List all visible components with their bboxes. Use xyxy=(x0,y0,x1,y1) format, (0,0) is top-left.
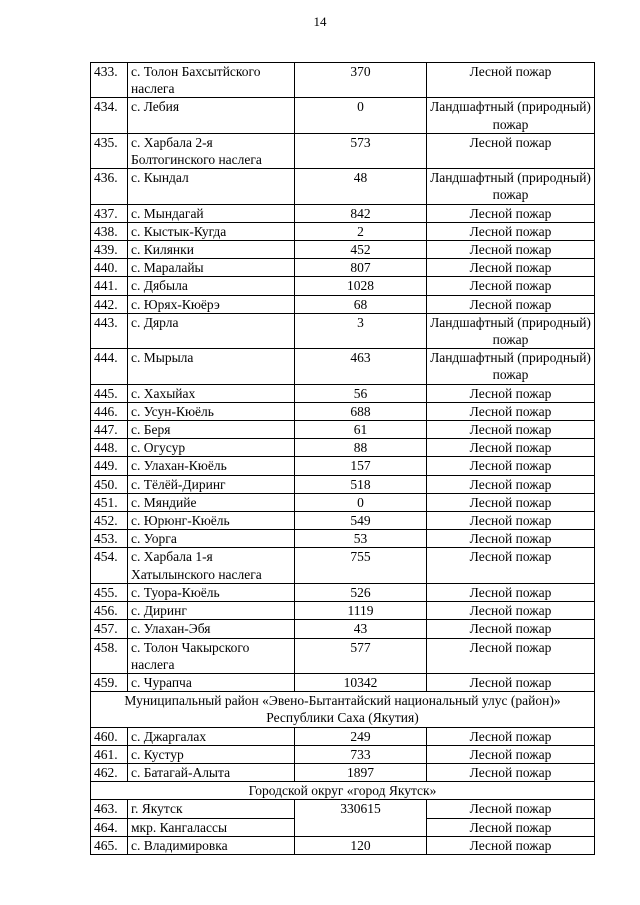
hazard-type: Лесной пожар xyxy=(427,493,595,511)
hazard-type: Лесной пожар xyxy=(427,204,595,222)
population-count: 2 xyxy=(295,222,427,240)
table-row xyxy=(91,439,595,457)
hazard-type: Лесной пожар xyxy=(427,133,595,168)
population-count: 0 xyxy=(295,98,427,133)
page-number: 14 xyxy=(313,14,327,29)
population-count: 577 xyxy=(295,638,427,673)
hazard-type: Лесной пожар xyxy=(427,836,595,854)
settlement-name: с. Маралайы xyxy=(128,259,295,277)
hazard-type: Лесной пожар xyxy=(427,763,595,781)
table-row xyxy=(91,457,595,475)
population-count: 755 xyxy=(295,548,427,583)
row-number: 457. xyxy=(91,620,128,638)
row-number: 446. xyxy=(91,402,128,420)
hazard-type: Лесной пожар xyxy=(427,277,595,295)
hazard-type: Лесной пожар xyxy=(427,439,595,457)
table-row xyxy=(91,295,595,313)
settlement-name: с. Чурапча xyxy=(128,673,295,691)
population-count: 549 xyxy=(295,512,427,530)
table-row xyxy=(91,620,595,638)
table-row xyxy=(91,583,595,601)
table-row xyxy=(91,349,595,384)
settlement-name: с. Кустур xyxy=(128,745,295,763)
settlement-name: с. Дярла xyxy=(128,313,295,348)
table-row xyxy=(91,727,595,745)
row-number: 435. xyxy=(91,133,128,168)
section-title: Городской округ «город Якутск» xyxy=(91,782,595,800)
hazard-type: Лесной пожар xyxy=(427,241,595,259)
population-count: 452 xyxy=(295,241,427,259)
row-number: 447. xyxy=(91,421,128,439)
hazard-type: Лесной пожар xyxy=(427,512,595,530)
population-count: 842 xyxy=(295,204,427,222)
population-count: 56 xyxy=(295,384,427,402)
table-row xyxy=(91,384,595,402)
table-row xyxy=(91,98,595,133)
population-count: 53 xyxy=(295,530,427,548)
row-number: 462. xyxy=(91,763,128,781)
hazard-type: Лесной пожар xyxy=(427,548,595,583)
hazard-type: Лесной пожар xyxy=(427,673,595,691)
settlement-name: с. Джаргалах xyxy=(128,727,295,745)
hazard-type: Лесной пожар xyxy=(427,402,595,420)
settlement-name: с. Юрюнг-Кюёль xyxy=(128,512,295,530)
hazard-type: Лесной пожар xyxy=(427,63,595,98)
row-number: 438. xyxy=(91,222,128,240)
row-number: 451. xyxy=(91,493,128,511)
row-number: 460. xyxy=(91,727,128,745)
row-number: 454. xyxy=(91,548,128,583)
settlement-name: с. Тёлёй-Диринг xyxy=(128,475,295,493)
settlement-name: с. Владимировка xyxy=(128,836,295,854)
table-row xyxy=(91,512,595,530)
row-number: 453. xyxy=(91,530,128,548)
settlement-name: с. Уорга xyxy=(128,530,295,548)
settlement-name: с. Лебия xyxy=(128,98,295,133)
population-count: 463 xyxy=(295,349,427,384)
row-number: 434. xyxy=(91,98,128,133)
settlement-name: с. Усун-Кюёль xyxy=(128,402,295,420)
hazard-type: Ландшафтный (природный) пожар xyxy=(427,313,595,348)
population-count: 573 xyxy=(295,133,427,168)
population-count: 61 xyxy=(295,421,427,439)
row-number: 456. xyxy=(91,602,128,620)
hazard-type: Лесной пожар xyxy=(427,384,595,402)
population-count: 733 xyxy=(295,745,427,763)
population-count: 3 xyxy=(295,313,427,348)
row-number: 449. xyxy=(91,457,128,475)
settlement-name: с. Улахан-Кюёль xyxy=(128,457,295,475)
population-count: 807 xyxy=(295,259,427,277)
hazard-type: Лесной пожар xyxy=(427,745,595,763)
table-row xyxy=(91,493,595,511)
table-row xyxy=(91,133,595,168)
hazard-type: Лесной пожар xyxy=(427,620,595,638)
settlement-name: с. Беря xyxy=(128,421,295,439)
settlement-name: мкр. Кангалассы xyxy=(128,818,295,836)
row-number: 443. xyxy=(91,313,128,348)
table-row xyxy=(91,745,595,763)
row-number: 452. xyxy=(91,512,128,530)
table-row xyxy=(91,530,595,548)
settlement-name: с. Кындал xyxy=(128,169,295,204)
population-count: 68 xyxy=(295,295,427,313)
hazard-type: Лесной пожар xyxy=(427,583,595,601)
table-row xyxy=(91,548,595,583)
settlement-name: с. Толон Чакырского наслега xyxy=(128,638,295,673)
hazard-type: Лесной пожар xyxy=(427,818,595,836)
table-row xyxy=(91,836,595,854)
table-body xyxy=(91,63,595,855)
row-number: 459. xyxy=(91,673,128,691)
hazard-type: Лесной пожар xyxy=(427,457,595,475)
settlement-name: с. Толон Бахсытйского наслега xyxy=(128,63,295,98)
row-number: 465. xyxy=(91,836,128,854)
hazard-type: Лесной пожар xyxy=(427,638,595,673)
population-count: 10342 xyxy=(295,673,427,691)
settlement-name: с. Туора-Кюёль xyxy=(128,583,295,601)
row-number: 442. xyxy=(91,295,128,313)
settlement-name: с. Мяндийе xyxy=(128,493,295,511)
table-row xyxy=(91,673,595,691)
hazard-type: Ландшафтный (природный) пожар xyxy=(427,98,595,133)
section-header-row xyxy=(91,692,595,727)
table-row xyxy=(91,800,595,818)
table-row xyxy=(91,602,595,620)
population-count: 120 xyxy=(295,836,427,854)
settlement-name: с. Диринг xyxy=(128,602,295,620)
hazard-type: Лесной пожар xyxy=(427,530,595,548)
row-number: 450. xyxy=(91,475,128,493)
row-number: 458. xyxy=(91,638,128,673)
hazard-type: Лесной пожар xyxy=(427,727,595,745)
table-row xyxy=(91,63,595,98)
population-count: 88 xyxy=(295,439,427,457)
table-row xyxy=(91,222,595,240)
hazard-type: Ландшафтный (природный) пожар xyxy=(427,169,595,204)
row-number: 433. xyxy=(91,63,128,98)
row-number: 439. xyxy=(91,241,128,259)
table-row xyxy=(91,169,595,204)
row-number: 441. xyxy=(91,277,128,295)
row-number: 461. xyxy=(91,745,128,763)
table-row xyxy=(91,277,595,295)
hazard-type: Лесной пожар xyxy=(427,800,595,818)
row-number: 464. xyxy=(91,818,128,836)
table-row xyxy=(91,241,595,259)
section-title: Муниципальный район «Эвено-Бытантайский национальный улус (район)» Республики Саха (Якутия) xyxy=(91,692,595,727)
settlement-name: с. Кыстык-Кугда xyxy=(128,222,295,240)
population-count: 370 xyxy=(295,63,427,98)
row-number: 455. xyxy=(91,583,128,601)
hazard-type: Ландшафтный (природный) пожар xyxy=(427,349,595,384)
settlement-name: с. Юрях-Кюёрэ xyxy=(128,295,295,313)
population-count: 157 xyxy=(295,457,427,475)
table-row xyxy=(91,402,595,420)
population-count: 526 xyxy=(295,583,427,601)
row-number: 437. xyxy=(91,204,128,222)
population-count: 1119 xyxy=(295,602,427,620)
settlement-name: с. Мырыла xyxy=(128,349,295,384)
row-number: 440. xyxy=(91,259,128,277)
settlement-name: г. Якутск xyxy=(128,800,295,818)
settlement-name: с. Батагай-Алыта xyxy=(128,763,295,781)
settlement-name: с. Харбала 2-я Болтогинского наслега xyxy=(128,133,295,168)
table-row xyxy=(91,313,595,348)
hazard-type: Лесной пожар xyxy=(427,602,595,620)
settlement-name: с. Дябыла xyxy=(128,277,295,295)
table-row xyxy=(91,204,595,222)
section-header-row xyxy=(91,782,595,800)
settlements-table xyxy=(90,62,595,855)
table-row xyxy=(91,638,595,673)
settlement-name: с. Мындагай xyxy=(128,204,295,222)
row-number: 463. xyxy=(91,800,128,818)
hazard-type: Лесной пожар xyxy=(427,222,595,240)
population-count: 518 xyxy=(295,475,427,493)
settlement-name: с. Харбала 1-я Хатылынского наслега xyxy=(128,548,295,583)
population-count: 688 xyxy=(295,402,427,420)
population-count: 1028 xyxy=(295,277,427,295)
settlement-name: с. Улахан-Эбя xyxy=(128,620,295,638)
table-row xyxy=(91,421,595,439)
hazard-type: Лесной пожар xyxy=(427,259,595,277)
table-row xyxy=(91,475,595,493)
row-number: 436. xyxy=(91,169,128,204)
row-number: 445. xyxy=(91,384,128,402)
population-count: 43 xyxy=(295,620,427,638)
settlement-name: с. Хахыйах xyxy=(128,384,295,402)
hazard-type: Лесной пожар xyxy=(427,295,595,313)
settlement-name: с. Килянки xyxy=(128,241,295,259)
population-count: 0 xyxy=(295,493,427,511)
population-count: 1897 xyxy=(295,763,427,781)
hazard-type: Лесной пожар xyxy=(427,475,595,493)
table-row xyxy=(91,259,595,277)
population-count: 48 xyxy=(295,169,427,204)
row-number: 448. xyxy=(91,439,128,457)
row-number: 444. xyxy=(91,349,128,384)
population-count: 249 xyxy=(295,727,427,745)
settlement-name: с. Огусур xyxy=(128,439,295,457)
table-row xyxy=(91,763,595,781)
population-count: 330615 xyxy=(295,800,427,836)
hazard-type: Лесной пожар xyxy=(427,421,595,439)
